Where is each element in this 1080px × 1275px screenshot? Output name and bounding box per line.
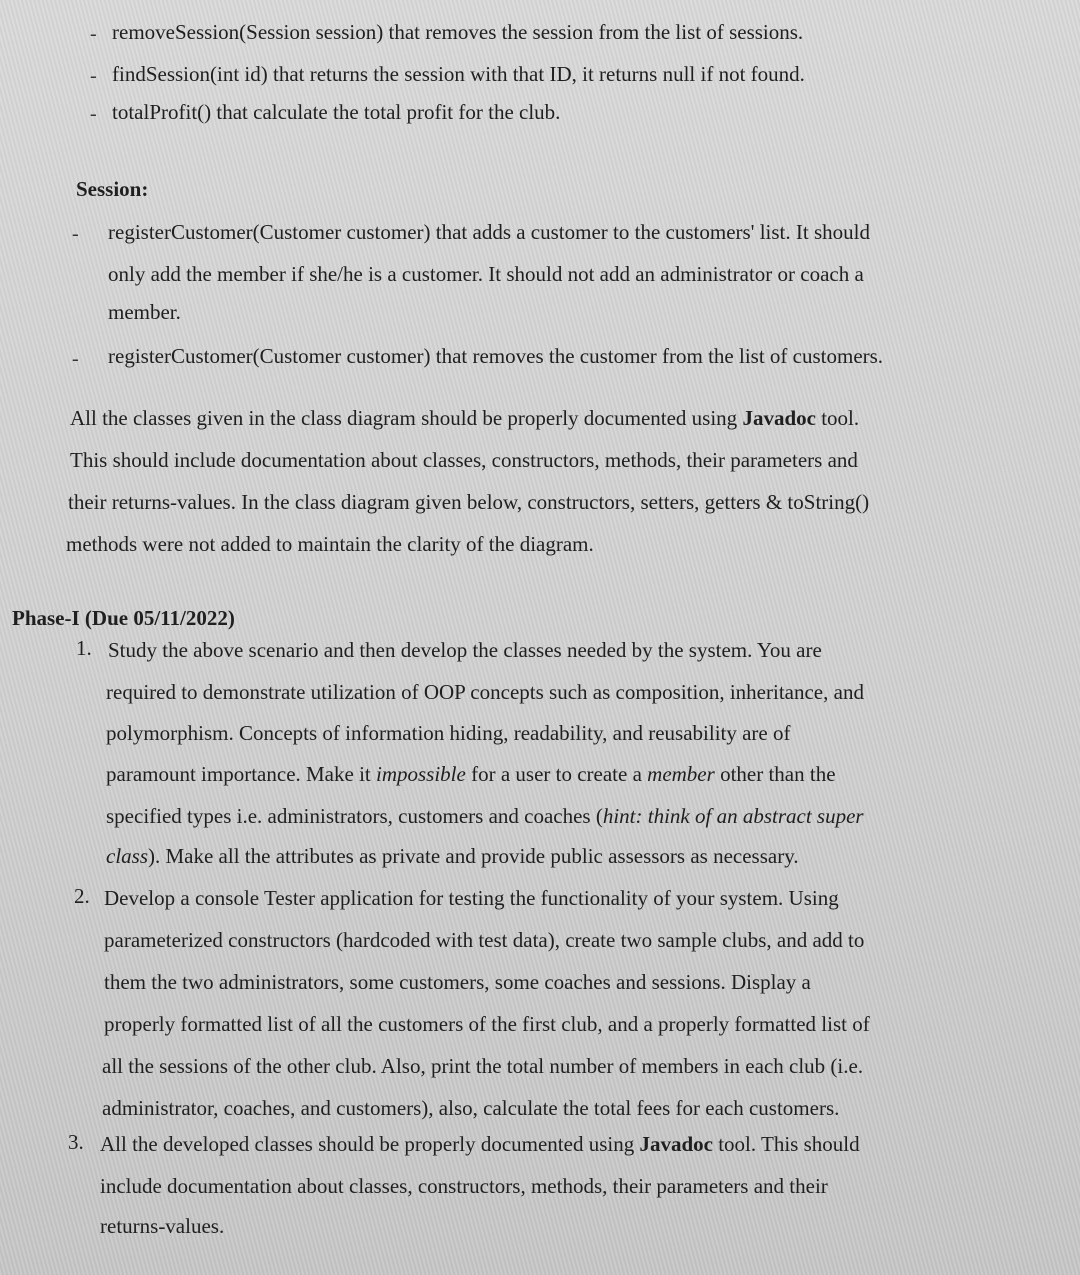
item1-emphasis-impossible: impossible [376,762,466,786]
item3-line-2: include documentation about classes, constructors, methods, their parameters and their [100,1174,828,1198]
list-bullet: - [90,23,97,45]
javadoc-line-1-text: All the classes given in the class diagram should be properly documented using [70,406,743,430]
item1-line-1: Study the above scenario and then develop the classes needed by the system. You are [108,638,822,662]
item3-line-1 [100,1134,860,1155]
item2-line-3: them the two administrators, some customers, some coaches and sessions. Display a [104,970,811,994]
item2-line-2: parameterized constructors (hardcoded with test data), create two sample clubs, and add to [104,928,865,952]
register-customer-line-3: member. [108,300,181,324]
item3-line-1-text: All the developed classes should be properly documented using [100,1132,640,1156]
item1-hint: hint: think of an abstract super [602,804,864,828]
register-customer-line-2: only add the member if she/he is a customer. It should not add an administrator or coach a [108,262,864,286]
item1-line-6 [106,846,799,867]
item-number: 1. [76,636,92,660]
item3-line-1-end: tool. This should [712,1132,860,1156]
remove-session-item: removeSession(Session session) that removes the session from the list of sessions. [112,20,804,44]
item1-line-4-a: paramount importance. Make it [106,762,376,786]
javadoc-line-2: This should include documentation about classes, constructors, methods, their parameters and [70,448,858,472]
item1-line-4 [106,764,836,785]
item1-emphasis-member: member [647,762,715,786]
item2-line-4: properly formatted list of all the customers of the first club, and a properly formatted list of [104,1012,870,1036]
total-profit-item: totalProfit() that calculate the total profit for the club. [112,100,561,124]
item3-line-3: returns-values. [100,1214,225,1238]
list-bullet: - [90,103,97,125]
item1-line-3: polymorphism. Concepts of information hiding, readability, and reusability are of [106,721,791,745]
javadoc-keyword: Javadoc [639,1132,713,1156]
javadoc-line-1-end: tool. [815,406,860,430]
phase1-heading: Phase-I (Due 05/11/2022) [12,606,235,630]
list-bullet: - [72,348,79,370]
list-bullet: - [90,65,97,87]
find-session-item: findSession(int id) that returns the session with that ID, it returns null if not found. [112,62,805,86]
javadoc-keyword: Javadoc [742,406,816,430]
javadoc-line-4: methods were not added to maintain the clarity of the diagram. [66,532,594,556]
item1-line-2: required to demonstrate utilization of OOP concepts such as composition, inheritance, and [106,680,864,704]
javadoc-line-3: their returns-values. In the class diagram given below, constructors, setters, getters & toString() [68,490,870,514]
item1-line-5 [106,806,864,827]
item-number: 2. [74,884,90,908]
register-customer-line-1: registerCustomer(Customer customer) that adds a customer to the customers' list. It should [108,220,870,244]
item-number: 3. [68,1130,84,1154]
item2-line-1: Develop a console Tester application for testing the functionality of your system. Using [104,886,839,910]
item1-line-4-e: other than the [714,762,836,786]
remove-customer-line: registerCustomer(Customer customer) that removes the customer from the list of customers. [108,344,884,368]
item1-line-5-a: specified types i.e. administrators, customers and coaches ( [106,804,603,828]
item1-hint-end: class [106,844,148,868]
list-bullet: - [72,223,79,245]
item1-line-4-c: for a user to create a [465,762,648,786]
item1-line-6-b: ). Make all the attributes as private and provide public assessors as necessary. [148,844,799,868]
javadoc-line-1 [70,408,859,429]
session-heading: Session: [76,177,149,201]
item2-line-5: all the sessions of the other club. Also, print the total number of members in each club (i.e. [102,1054,864,1078]
item2-line-6: administrator, coaches, and customers), also, calculate the total fees for each customers. [102,1096,840,1120]
